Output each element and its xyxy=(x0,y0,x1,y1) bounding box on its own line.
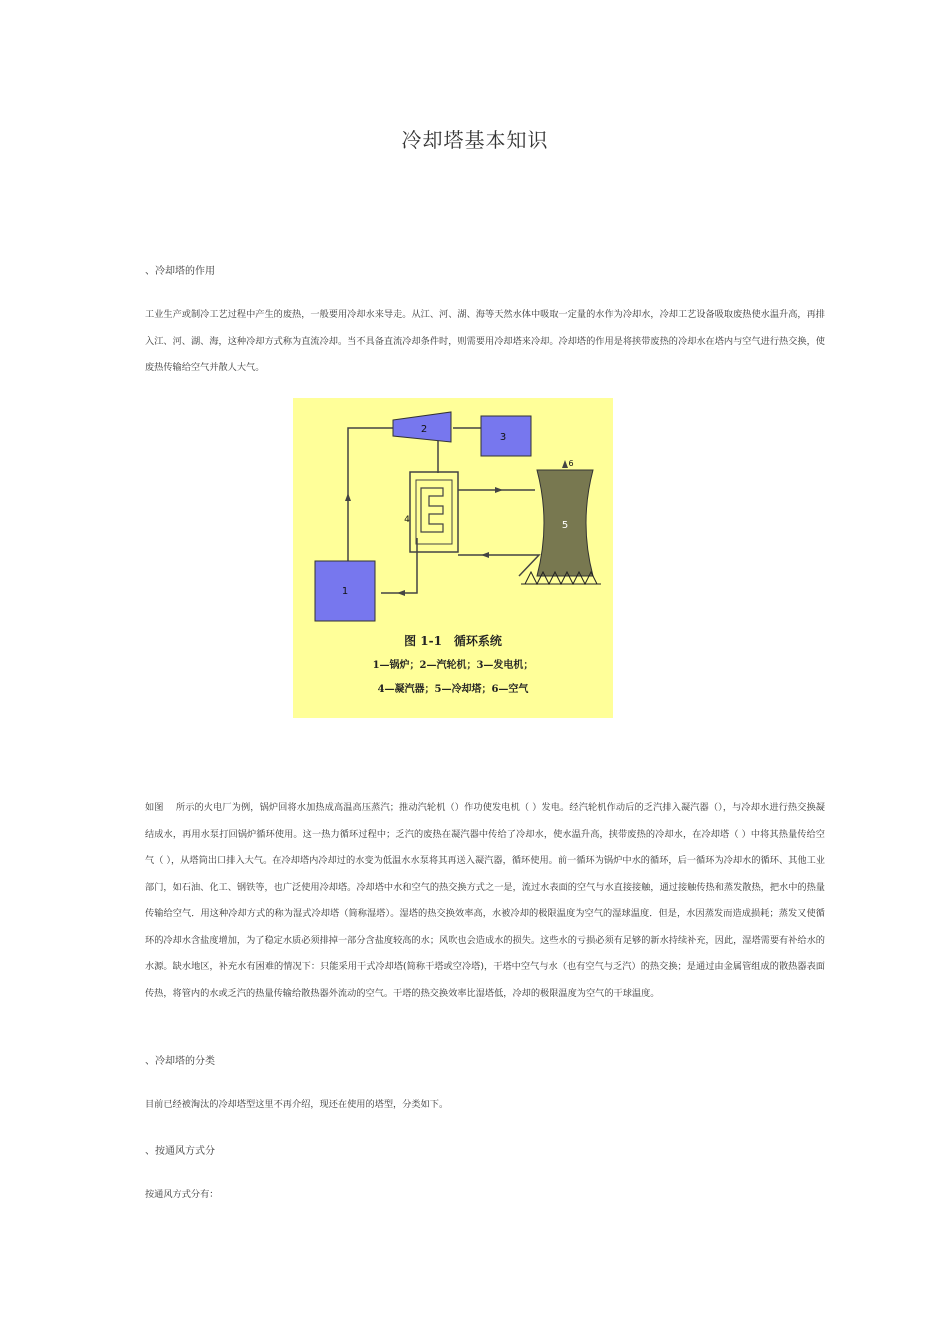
arrow-left-icon xyxy=(481,552,489,558)
section-heading-ventilation: 、按通风方式分 xyxy=(145,1146,215,1157)
label-condenser: 4 xyxy=(404,515,410,525)
condenser-coil xyxy=(421,488,443,532)
arrow-left-icon xyxy=(397,590,405,596)
label-generator: 3 xyxy=(499,432,507,443)
document-title: 冷却塔基本知识 xyxy=(401,128,549,152)
section-heading-function: 、冷却塔的作用 xyxy=(145,266,215,277)
circulation-system-figure xyxy=(293,398,613,718)
arrow-up-icon xyxy=(345,493,351,501)
label-air: 6 xyxy=(568,459,574,468)
figure-legend-line1: 1—锅炉；2—汽轮机；3—发电机； xyxy=(372,660,534,671)
section-heading-classification: 、冷却塔的分类 xyxy=(145,1056,215,1067)
arrow-up-icon xyxy=(562,460,568,468)
pipe-condenser-boiler xyxy=(381,538,417,593)
arrow-right-icon xyxy=(495,487,503,493)
paragraph-power-plant-example: 如图 所示的火电厂为例，锅炉回将水加热成高温高压蒸汽；推动汽轮机（）作功使发电机（ ）发电。经汽轮机作动后的乏汽排入凝汽器（），与冷却水进行热交换凝结成水，再用水泵打回锅炉循环使用。这一热力循环过程中；乏汽的废热在凝汽器中传给了冷却水，使水温升高，挟带废热的冷却水，在冷却塔（ ）中将其热量传给空气（ ），从塔筒出口排入大气。在冷却塔内冷却过的水变为低温水水泵将其再送入凝汽器，循环使用。前一循环为锅炉中水的循环，后一循环为冷却水的循环、其他工业部门，如石油、化工、钢铁等，也广泛使用冷却塔。冷却塔中水和空气的热交换方式之一是，流过水表面的空气与水直接接触，通过接触传热和蒸发散热，把水中的热量传输给空气．用这种冷却方式的称为湿式冷却塔（简称湿塔）。湿塔的热交换效率高，水被冷却的极限温度为空气的湿球温度．但是，水因蒸发而造成损耗；蒸发又使循环的冷却水含盐度增加，为了稳定水质必须排掉一部分含盐度较高的水；风吹也会造成水的损失。这些水的亏损必须有足够的新水持续补充，因此，湿塔需要有补给水的水源。缺水地区，补充水有困难的情况下：只能采用干式冷却塔(简称干塔或空冷塔)，干塔中空气与水（也有空气与乏汽）的热交换；是通过由金属管组成的散热器表面传热，将管内的水或乏汽的热量传输给散热器外流动的空气。干塔的热交换效率比湿塔低，冷却的极限温度为空气的干球温度。 xyxy=(145,802,825,999)
circulation-diagram xyxy=(293,398,613,718)
label-tower: 5 xyxy=(561,520,569,531)
pipe-boiler-turbine xyxy=(348,428,395,561)
paragraph-function: 工业生产或制冷工艺过程中产生的废热，一般要用冷却水来导走。从江、河、湖、海等天然水体中吸取一定量的水作为冷却水，冷却工艺设备吸取废热使水温升高，再排入江、河、湖、海，这种冷却方式称为直流冷却。当不具备直流冷却条件时，则需要用冷却塔来冷却。冷却塔的作用是将挟带废热的冷却水在塔内与空气进行热交换，使废热传输给空气并散人大气。 xyxy=(145,309,825,373)
label-boiler: 1 xyxy=(341,586,349,597)
label-turbine: 2 xyxy=(420,424,428,435)
pipe-tower-condenser xyxy=(458,555,539,576)
figure-caption-title: 图 1-1 循环系统 xyxy=(404,634,502,648)
paragraph-ventilation: 按通风方式分有： xyxy=(145,1189,219,1200)
paragraph-classification: 目前已经被淘汰的冷却塔型这里不再介绍，现还在使用的塔型，分类如下。 xyxy=(145,1099,449,1110)
figure-legend-line2: 4—凝汽器；5—冷却塔；6—空气 xyxy=(377,684,529,695)
